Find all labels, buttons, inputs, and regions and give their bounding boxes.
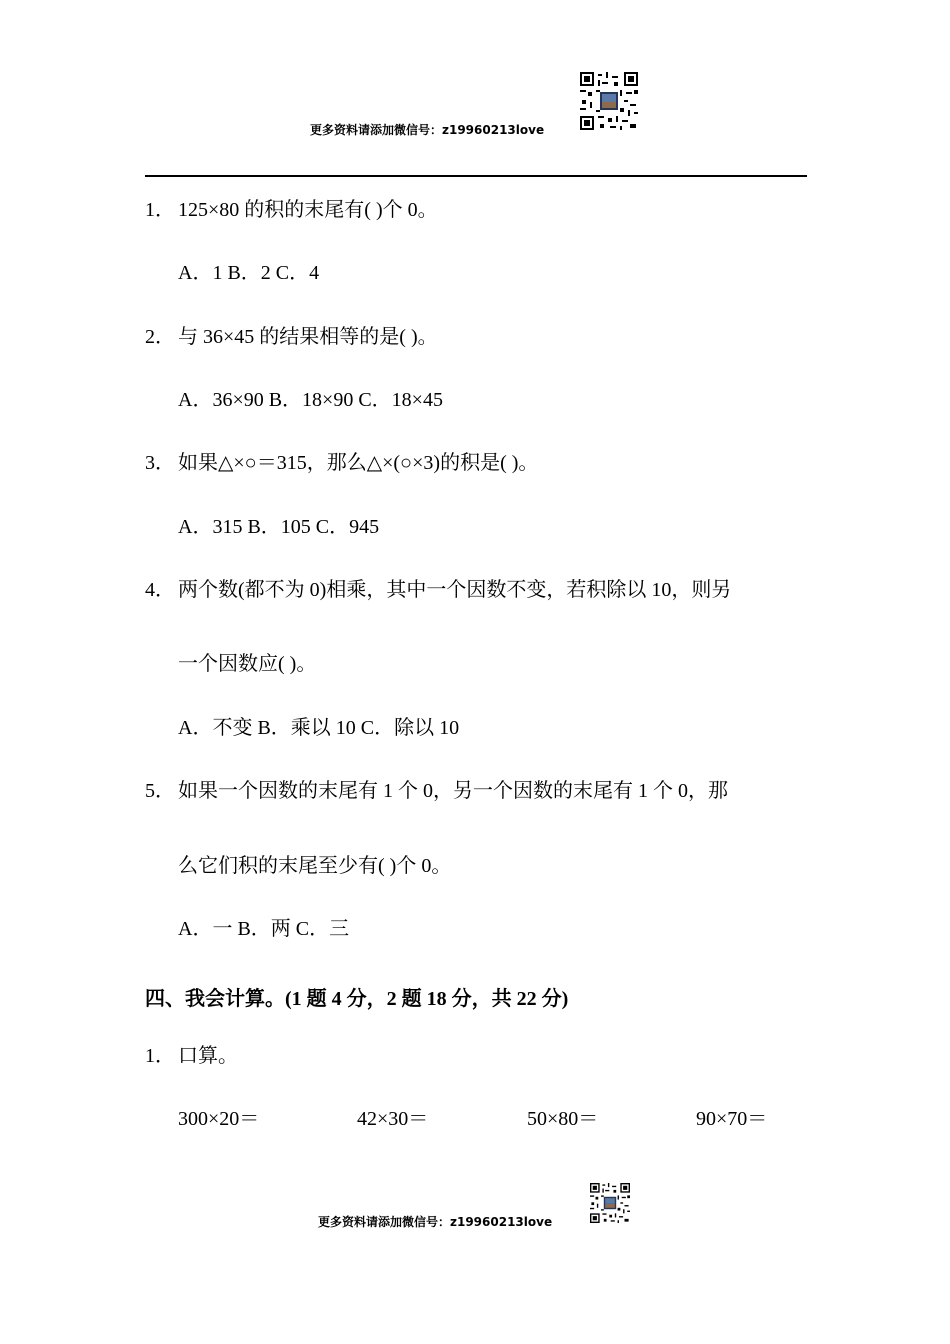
question-3-number: 3．: [145, 452, 175, 474]
question-4-number: 4．: [145, 579, 175, 601]
calc-item: 42×30＝: [357, 1108, 429, 1130]
section-4-title: 四、我会计算。(1 题 4 分，2 题 18 分，共 22 分): [145, 988, 569, 1010]
question-1-number: 1．: [145, 199, 175, 221]
qr-code-icon: [580, 72, 638, 130]
question-3-stem: 如果△×○＝315，那么△×(○×3)的积是( )。: [178, 452, 539, 474]
footer-notice: 更多资料请添加微信号：z19960213love: [318, 1215, 553, 1229]
question-2-options: A．36×90 B．18×90 C．18×45: [178, 389, 443, 411]
question-5-options: A．一 B．两 C．三: [178, 918, 350, 940]
qr-code-icon: [590, 1183, 630, 1223]
question-5-number: 5．: [145, 780, 175, 802]
section-4-sub1-number: 1．: [145, 1045, 175, 1067]
question-5-stem-line2: 么它们积的末尾至少有( )个 0。: [178, 855, 452, 877]
calc-item: 90×70＝: [696, 1108, 768, 1130]
calc-item: 300×20＝: [178, 1108, 260, 1130]
question-1-stem: 125×80 的积的末尾有( )个 0。: [178, 199, 438, 221]
header-rule: [145, 175, 807, 177]
question-4-stem-line1: 两个数(都不为 0)相乘，其中一个因数不变，若积除以 10，则另: [178, 579, 732, 601]
question-4-options: A．不变 B．乘以 10 C．除以 10: [178, 717, 460, 739]
calc-item: 50×80＝: [527, 1108, 599, 1130]
question-5-stem-line1: 如果一个因数的末尾有 1 个 0，另一个因数的末尾有 1 个 0，那: [178, 780, 728, 802]
section-4-sub1-label: 口算。: [178, 1045, 238, 1067]
question-1-options: A．1 B．2 C．4: [178, 262, 320, 284]
question-2-stem: 与 36×45 的结果相等的是( )。: [178, 326, 438, 348]
question-3-options: A．315 B．105 C．945: [178, 516, 380, 538]
question-2-number: 2．: [145, 326, 175, 348]
header-notice: 更多资料请添加微信号：z19960213love: [310, 123, 545, 137]
question-4-stem-line2: 一个因数应( )。: [178, 653, 317, 675]
